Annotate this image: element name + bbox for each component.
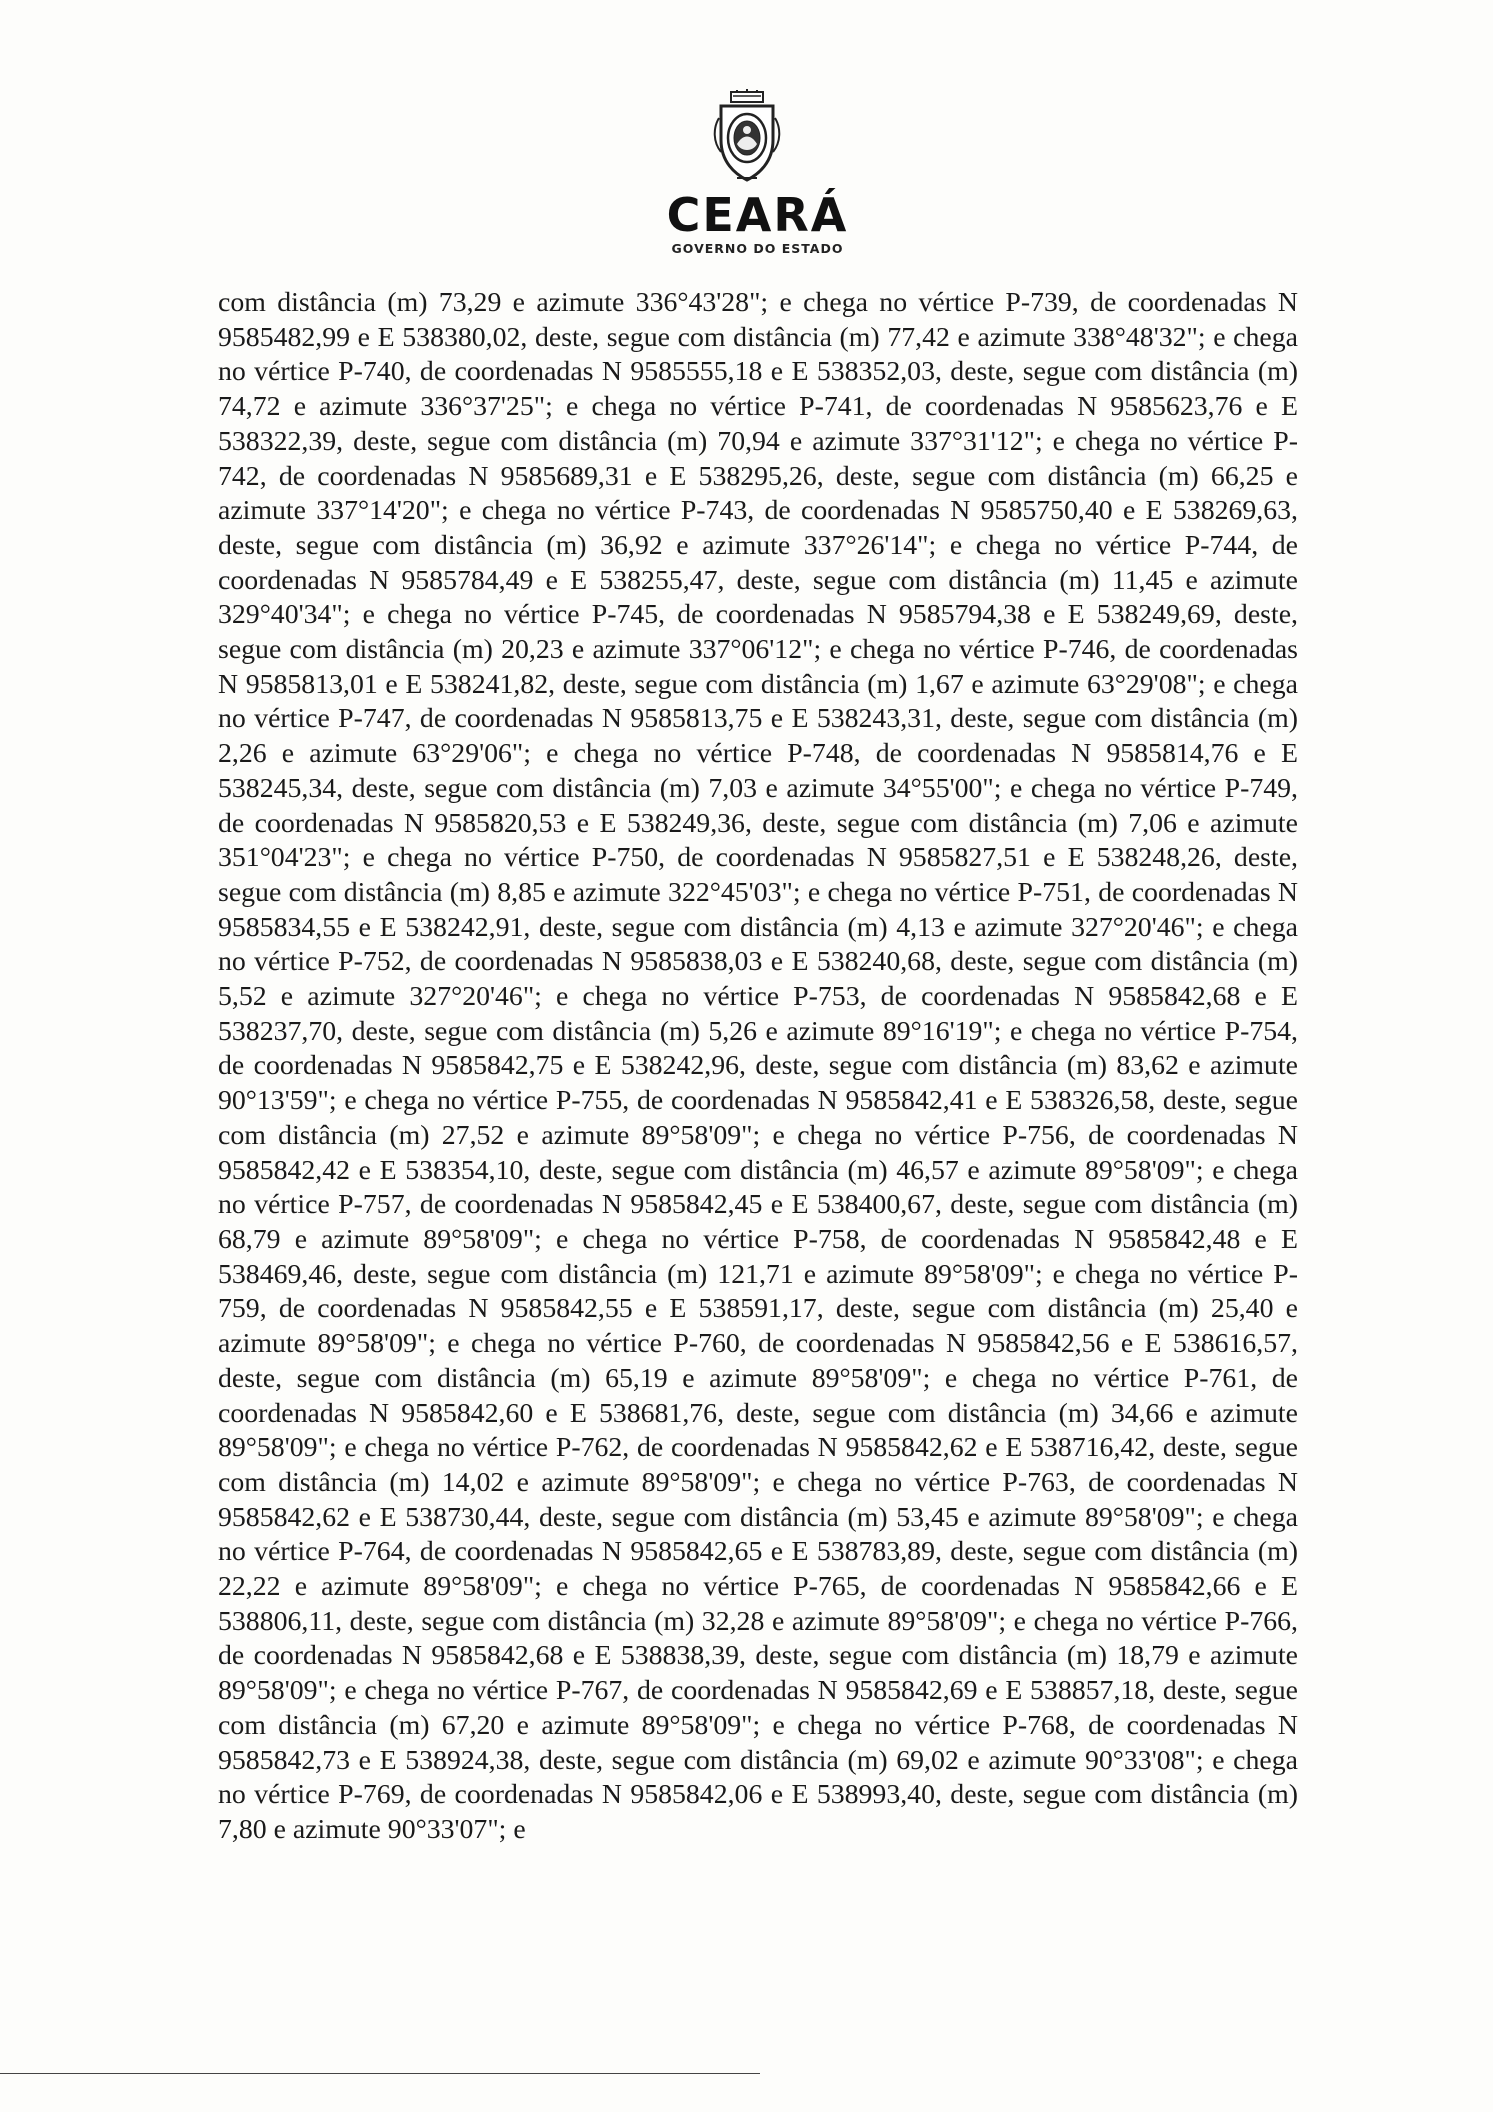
state-government-subtitle: GOVERNO DO ESTADO [671,241,844,256]
state-brand-title: CEARÁ [666,188,849,242]
document-header [0,88,1493,256]
footer-divider [0,2073,760,2074]
document-body-paragraph: com distância (m) 73,29 e azimute 336°43'28"; e chega no vértice P-739, de coordenadas N 9585482,99 e E 538380,02, deste, segue com distância (m) 77,42 e azimute 338°48'32"; e chega no vértice P-740, de coordenadas N 9585555,18 e E 538352,03, deste, segue com distância (m) 74,72 e azimute 336°37'25"; e chega no vértice P-741, de coordenadas N 9585623,76 e E 538322,39, deste, segue com distância (m) 70,94 e azimute 337°31'12"; e chega no vértice P-742, de coordenadas N 9585689,31 e E 538295,26, deste, segue com distância (m) 66,25 e azimute 337°14'20"; e chega no vértice P-743, de coordenadas N 9585750,40 e E 538269,63, deste, segue com distância (m) 36,92 e azimute 337°26'14"; e chega no vértice P-744, de coordenadas N 9585784,49 e E 538255,47, deste, segue com distância (m) 11,45 e azimute 329°40'34"; e chega no vértice P-745, de coordenadas N 9585794,38 e E 538249,69, deste, segue com distância (m) 20,23 e azimute 337°06'12"; e chega no vértice P-746, de coordenadas N 9585813,01 e E 538241,82, deste, segue com distância (m) 1,67 e azimute 63°29'08"; e chega no vértice P-747, de coordenadas N 9585813,75 e E 538243,31, deste, segue com distância (m) 2,26 e azimute 63°29'06"; e chega no vértice P-748, de coordenadas N 9585814,76 e E 538245,34, deste, segue com distância (m) 7,03 e azimute 34°55'00"; e chega no vértice P-749, de coordenadas N 9585820,53 e E 538249,36, deste, segue com distância (m) 7,06 e azimute 351°04'23"; e chega no vértice P-750, de coordenadas N 9585827,51 e E 538248,26, deste, segue com distância (m) 8,85 e azimute 322°45'03"; e chega no vértice P-751, de coordenadas N 9585834,55 e E 538242,91, deste, segue com distância (m) 4,13 e azimute 327°20'46"; e chega no vértice P-752, de coordenadas N 9585838,03 e E 538240,68, deste, segue com distância (m) 5,52 e azimute 327°20'46"; e chega no vértice P-753, de coordenadas N 9585842,68 e E 538237,70, deste, segue com distância (m) 5,26 e azimute 89°16'19"; e chega no vértice P-754, de coordenadas N 9585842,75 e E 538242,96, deste, segue com distância (m) 83,62 e azimute 90°13'59"; e chega no vértice P-755, de coordenadas N 9585842,41 e E 538326,58, deste, segue com distância (m) 27,52 e azimute 89°58'09"; e chega no vértice P-756, de coordenadas N 9585842,42 e E 538354,10, deste, segue com distância (m) 46,57 e azimute 89°58'09"; e chega no vértice P-757, de coordenadas N 9585842,45 e E 538400,67, deste, segue com distância (m) 68,79 e azimute 89°58'09"; e chega no vértice P-758, de coordenadas N 9585842,48 e E 538469,46, deste, segue com distância (m) 121,71 e azimute 89°58'09"; e chega no vértice P-759, de coordenadas N 9585842,55 e E 538591,17, deste, segue com distância (m) 25,40 e azimute 89°58'09"; e chega no vértice P-760, de coordenadas N 9585842,56 e E 538616,57, deste, segue com distância (m) 65,19 e azimute 89°58'09"; e chega no vértice P-761, de coordenadas N 9585842,60 e E 538681,76, deste, segue com distância (m) 34,66 e azimute 89°58'09"; e chega no vértice P-762, de coordenadas N 9585842,62 e E 538716,42, deste, segue com distância (m) 14,02 e azimute 89°58'09"; e chega no vértice P-763, de coordenadas N 9585842,62 e E 538730,44, deste, segue com distância (m) 53,45 e azimute 89°58'09"; e chega no vértice P-764, de coordenadas N 9585842,65 e E 538783,89, deste, segue com distância (m) 22,22 e azimute 89°58'09"; e chega no vértice P-765, de coordenadas N 9585842,66 e E 538806,11, deste, segue com distância (m) 32,28 e azimute 89°58'09"; e chega no vértice P-766, de coordenadas N 9585842,68 e E 538838,39, deste, segue com distância (m) 18,79 e azimute 89°58'09"; e chega no vértice P-767, de coordenadas N 9585842,69 e E 538857,18, deste, segue com distância (m) 67,20 e azimute 89°58'09"; e chega no vértice P-768, de coordenadas N 9585842,73 e E 538924,38, deste, segue com distância (m) 69,02 e azimute 90°33'08"; e chega no vértice P-769, de coordenadas N 9585842,06 e E 538993,40, deste, segue com distância (m) 7,80 e azimute 90°33'07"; e [218,287,1298,1845]
coat-of-arms-icon [707,88,787,188]
